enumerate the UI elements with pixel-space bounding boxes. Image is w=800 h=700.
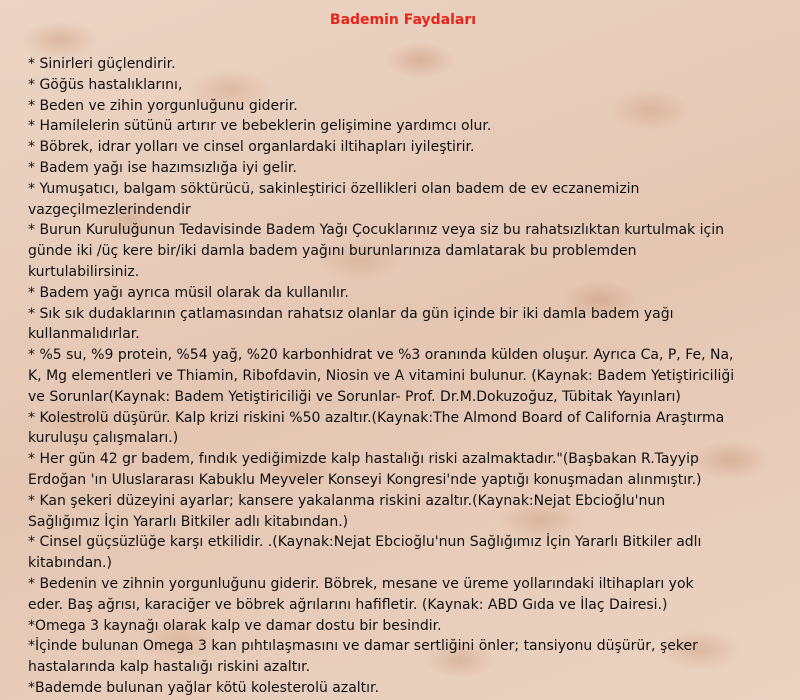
benefits-list: [28, 54, 778, 699]
text-line: * Bedenin ve zihnin yorgunluğunu giderir. Böbrek, mesane ve üreme yollarındaki iltihapları yok: [28, 575, 694, 592]
text-line: * Beden ve zihin yorgunluğunu giderir.: [28, 97, 298, 114]
text-line: vazgeçilmezlerindendir: [28, 201, 191, 218]
text-line: kullanmalıdırlar.: [28, 326, 140, 343]
text-line: kurtulabilirsiniz.: [28, 263, 140, 280]
text-line: * Badem yağı ayrıca müsil olarak da kullanılır.: [28, 284, 349, 301]
text-line: günde iki /üç kere bir/iki damla badem yağını burunlarınıza damlatarak bu problemden: [28, 243, 637, 260]
text-line: *Omega 3 kaynağı olarak kalp ve damar dostu bir besindir.: [28, 617, 442, 634]
text-line: K, Mg elementleri ve Thiamin, Ribofdavin, Niosin ve A vitamini bulunur. (Kaynak: Badem Yetiştiriciliği: [28, 367, 735, 384]
text-line: * Hamilelerin sütünü artırır ve bebeklerin gelişimine yardımcı olur.: [28, 118, 492, 135]
text-line: * Cinsel güçsüzlüğe karşı etkilidir. .(Kaynak:Nejat Ebcioğlu'nun Sağlığımız İçin Yararlı Bitkiler adlı: [28, 534, 702, 551]
text-line: ve Sorunlar(Kaynak: Badem Yetiştiriciliği ve Sorunlar- Prof. Dr.M.Dokuzoğuz, Tübitak Yayınları): [28, 388, 681, 405]
text-line: * Sık sık dudaklarının çatlamasından rahatsız olanlar da gün içinde bir iki damla badem yağı: [28, 305, 674, 322]
text-line: * Böbrek, idrar yolları ve cinsel organlardaki iltihapları iyileştirir.: [28, 139, 475, 156]
text-line: * Burun Kuruluğunun Tedavisinde Badem Yağı Çocuklarınız veya siz bu rahatsızlıktan kurtulmak için: [28, 222, 724, 239]
text-line: eder. Baş ağrısı, karaciğer ve böbrek ağrılarını hafifletir. (Kaynak: ABD Gıda ve İlaç Dairesi.): [28, 596, 668, 613]
text-line: kitabından.): [28, 555, 112, 572]
text-line: * Kan şekeri düzeyini ayarlar; kansere yakalanma riskini azaltır.(Kaynak:Nejat Ebcioğlu'nun: [28, 492, 666, 509]
page-title: Bademin Faydaları: [329, 12, 477, 28]
text-line: *Bademde bulunan yağlar kötü kolesterolü azaltır.: [28, 679, 379, 696]
text-line: Erdoğan 'ın Uluslararası Kabuklu Meyveler Konseyi Kongresi'nde yaptığı konuşmadan alınmıştır.): [28, 471, 702, 488]
text-line: kuruluşu çalışmaları.): [28, 430, 179, 447]
text-line: * %5 su, %9 protein, %54 yağ, %20 karbonhidrat ve %3 oranında külden oluşur. Ayrıca Ca, P, Fe, Na,: [28, 347, 734, 364]
article: [28, 10, 778, 699]
text-line: * Sinirleri güçlendirir.: [28, 56, 176, 72]
text-line: hastalarında kalp hastalığı riskini azaltır.: [28, 659, 311, 676]
text-line: * Badem yağı ise hazımsızlığa iyi gelir.: [28, 159, 297, 176]
text-line: * Yumuşatıcı, balgam söktürücü, sakinleştirici özellikleri olan badem de ev eczanemizin: [28, 180, 640, 197]
text-line: * Göğüs hastalıklarını,: [28, 76, 183, 93]
text-line: * Her gün 42 gr badem, fındık yediğimizde kalp hastalığı riski azalmaktadır."(Başbakan R.Tayyip: [28, 451, 699, 468]
text-line: Sağlığımız İçin Yararlı Bitkiler adlı kitabından.): [28, 513, 349, 530]
text-line: *İçinde bulunan Omega 3 kan pıhtılaşmasını ve damar sertliğini önler; tansiyonu düşürür, şeker: [28, 638, 698, 655]
text-line: * Kolestrolü düşürür. Kalp krizi riskini %50 azaltır.(Kaynak:The Almond Board of California Araştırma: [28, 409, 725, 426]
